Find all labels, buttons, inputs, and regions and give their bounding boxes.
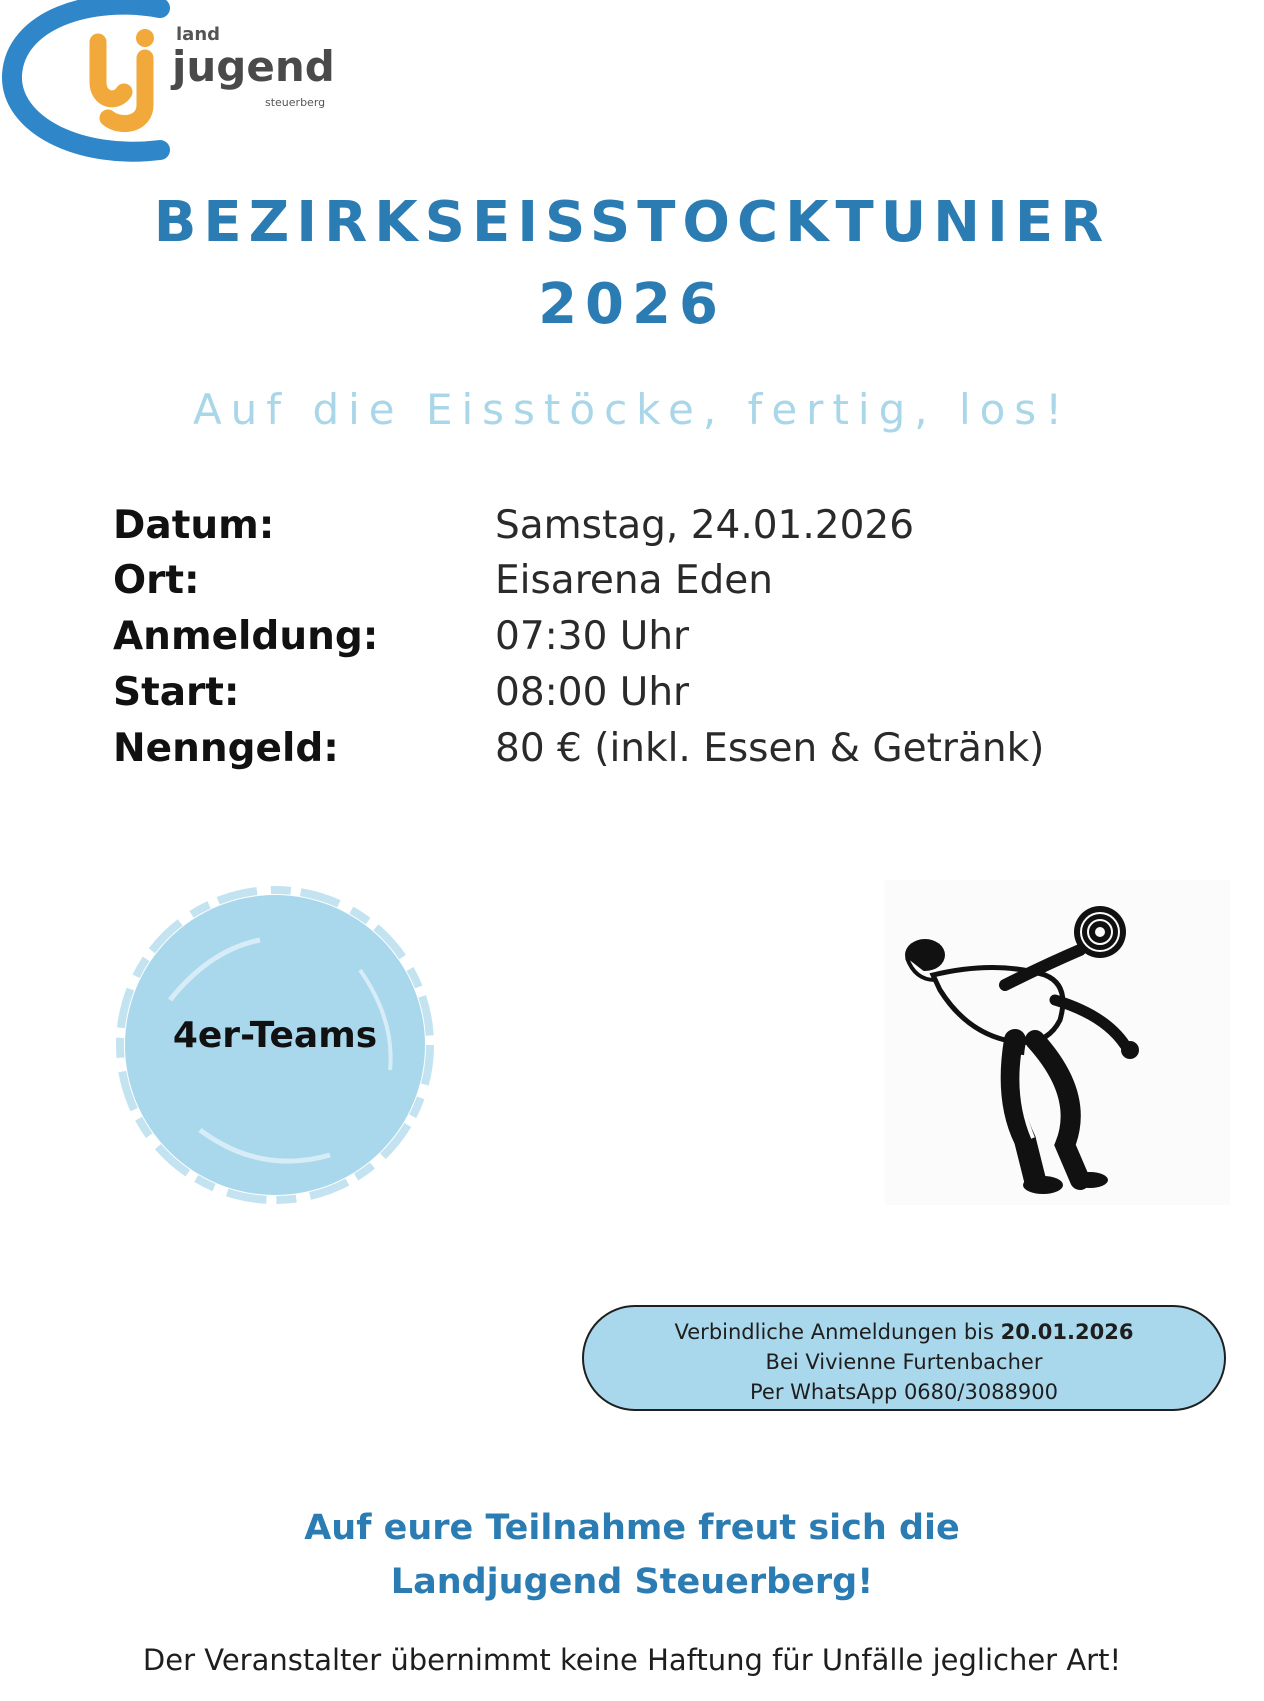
registration-deadline-date: 20.01.2026 xyxy=(1000,1320,1134,1344)
info-label: Anmeldung: xyxy=(113,614,379,659)
logo-word-steuerberg: steuerberg xyxy=(265,96,326,109)
registration-contact: Bei Vivienne Furtenbacher xyxy=(765,1350,1043,1374)
team-size-label: 4er-Teams xyxy=(172,1015,378,1056)
info-row-anmeldung xyxy=(0,614,1264,670)
info-value: 80 € (inkl. Essen & Getränk) xyxy=(495,726,1045,771)
curler-icon xyxy=(885,880,1230,1205)
registration-box xyxy=(582,1305,1226,1411)
info-label: Start: xyxy=(113,670,240,715)
info-value: Eisarena Eden xyxy=(495,558,773,603)
registration-deadline xyxy=(584,1317,1224,1347)
curler-illustration xyxy=(885,880,1230,1205)
registration-deadline-text: Verbindliche Anmeldungen bis xyxy=(674,1320,1001,1344)
event-year: 2026 xyxy=(538,272,726,337)
landjugend-logo xyxy=(0,0,360,170)
info-row-ort xyxy=(0,558,1264,614)
logo-word-land: land xyxy=(176,24,221,45)
info-row-start xyxy=(0,670,1264,726)
info-value: 08:00 Uhr xyxy=(495,670,690,715)
disclaimer-text: Der Veranstalter übernimmt keine Haftung für Unfälle jeglicher Art! xyxy=(142,1643,1122,1677)
event-title: BEZIRKSEISSTOCKTUNIER xyxy=(153,190,1111,255)
info-value: Samstag, 24.01.2026 xyxy=(495,503,915,548)
info-label: Datum: xyxy=(113,503,275,548)
registration-whatsapp: Per WhatsApp 0680/3088900 xyxy=(749,1380,1058,1404)
info-value: 07:30 Uhr xyxy=(495,614,690,659)
info-label: Nenngeld: xyxy=(113,726,339,771)
info-row-datum xyxy=(0,503,1264,559)
event-tagline: Auf die Eisstöcke, fertig, los! xyxy=(192,385,1072,434)
closing-line-2: Landjugend Steuerberg! xyxy=(390,1562,874,1602)
closing-line-1: Auf eure Teilnahme freut sich die xyxy=(304,1508,960,1548)
logo-word-jugend: jugend xyxy=(172,42,335,91)
info-row-nenngeld xyxy=(0,726,1264,782)
info-label: Ort: xyxy=(113,558,200,603)
